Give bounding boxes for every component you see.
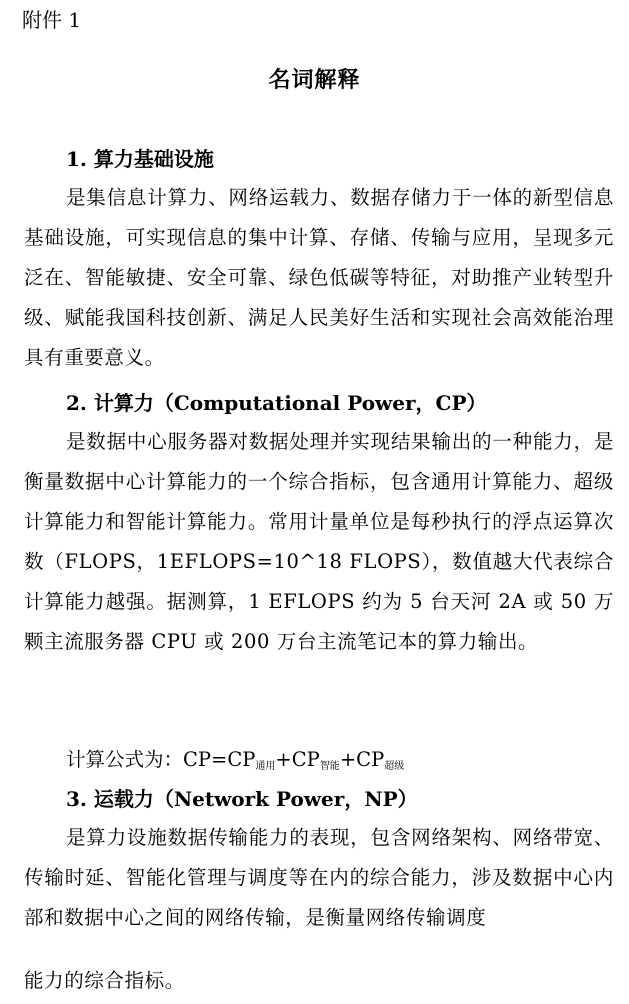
formula-subscript-super: 超级 xyxy=(384,761,405,772)
formula-subscript-intelligent: 智能 xyxy=(319,761,340,772)
section-paragraph-computational-power: 是数据中心服务器对数据处理并实现结果输出的一种能力，是衡量数据中心计算能力的一个综合指标，包含通用计算能力、超级计算能力和智能计算能力。常用计量单位是每秒执行的浮点运算次数（FLOPS，1EFLOPS=10^18 FLOPS），数值越大代表综合计算能力越强。据测算，1 EFLOPS 约为 5 台天河 2A 或 50 万颗主流服务器 CPU 或 200 万台主流笔记本的算力输出。 xyxy=(24,430,614,653)
computing-formula xyxy=(66,744,404,783)
formula-prefix: 计算公式为：CP=CP xyxy=(66,748,256,771)
section-heading-computational-power: 2. 计算力（Computational Power，CP） xyxy=(66,391,487,415)
section-paragraph-network-power-continuation: 能力的综合指标。 xyxy=(24,969,185,992)
formula-plus-1: +CP xyxy=(275,748,320,771)
section-heading-computing-infrastructure: 1. 算力基础设施 xyxy=(66,147,214,171)
formula-subscript-general: 通用 xyxy=(255,761,276,772)
attachment-label: 附件 1 xyxy=(22,8,82,32)
section-paragraph-network-power: 是算力设施数据传输能力的表现，包含网络架构、网络带宽、传输时延、智能化管理与调度等在内的综合能力，涉及数据中心内部和数据中心之间的网络传输，是衡量网络传输调度 xyxy=(24,826,614,929)
page-title: 名词解释 xyxy=(268,67,361,93)
formula-plus-2: +CP xyxy=(339,748,385,771)
section-paragraph-computing-infrastructure: 是集信息计算力、网络运载力、数据存储力于一体的新型信息基础设施，可实现信息的集中计算、存储、传输与应用，呈现多元泛在、智能敏捷、安全可靠、绿色低碳等特征，对助推产业转型升级、赋能我国科技创新、满足人民美好生活和实现社会高效能治理具有重要意义。 xyxy=(24,186,614,369)
section-heading-network-power: 3. 运载力（Network Power，NP） xyxy=(66,787,418,811)
